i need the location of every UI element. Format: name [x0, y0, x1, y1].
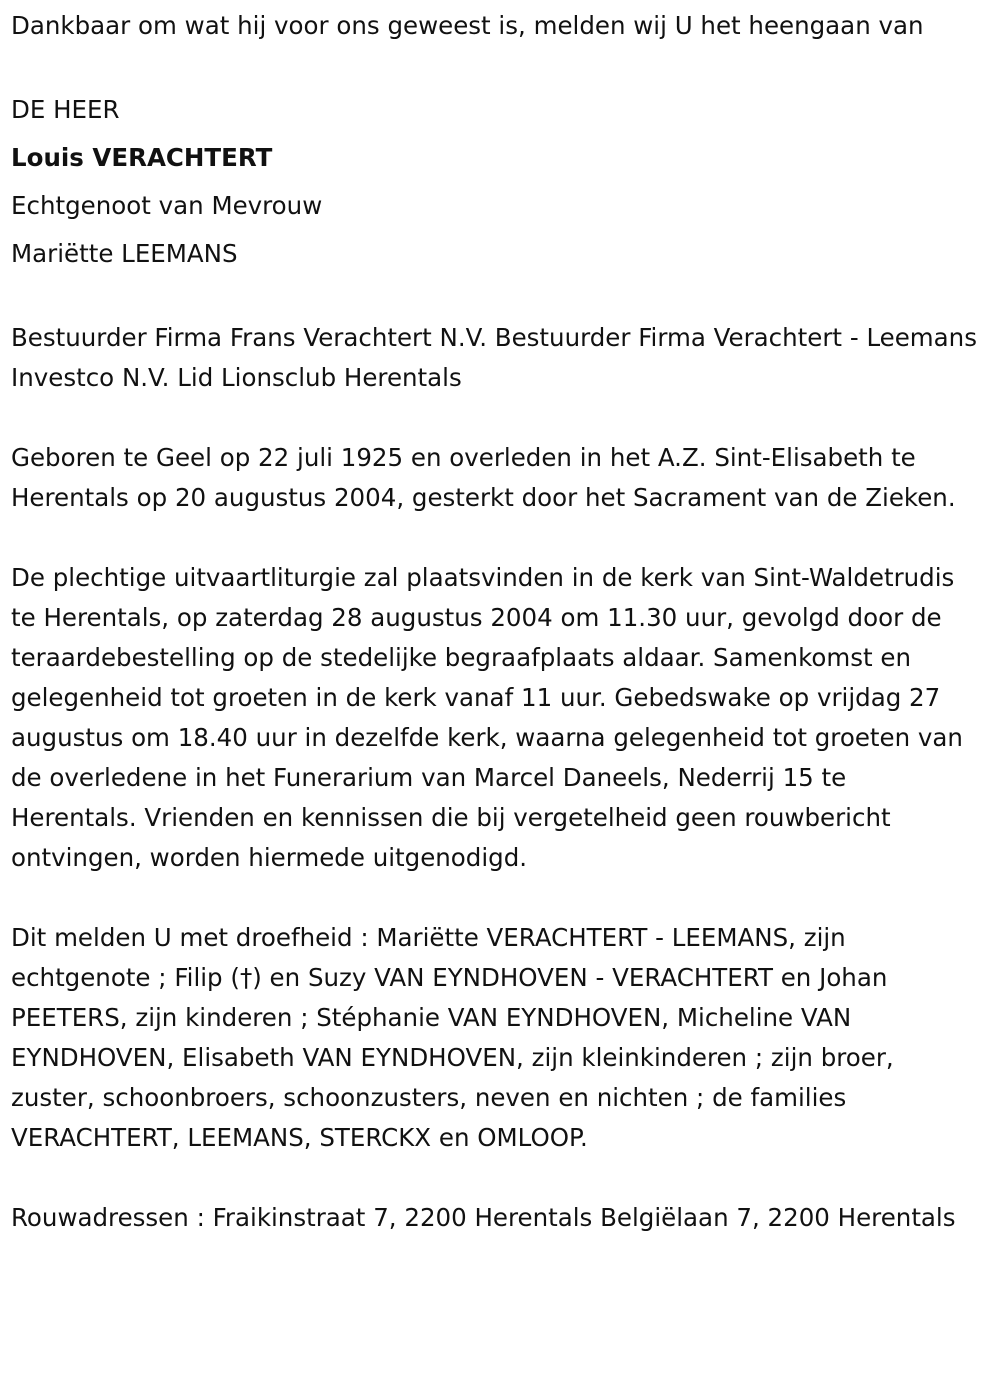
spouse-line-1: Echtgenoot van Mevrouw	[11, 191, 323, 220]
addresses-text: Rouwadressen : Fraikinstraat 7, 2200 Herentals Belgiëlaan 7, 2200 Herentals	[11, 1203, 956, 1232]
birth-death-text: Geboren te Geel op 22 juli 1925 en overleden in het A.Z. Sint-Elisabeth te Herentals op 20 augustus 2004, gesterkt door het Sacrament van de Zieken.	[11, 443, 956, 512]
spacer	[11, 398, 979, 438]
obituary-document	[11, 6, 979, 1238]
spacer	[11, 278, 979, 318]
spacer	[11, 46, 979, 86]
spouse-line-2: Mariëtte LEEMANS	[11, 239, 238, 268]
deceased-name: Louis VERACHTERT	[11, 143, 273, 172]
positions-text: Bestuurder Firma Frans Verachtert N.V. Bestuurder Firma Verachtert - Leemans Investco N.V. Lid Lionsclub Herentals	[11, 323, 977, 392]
funeral-text: De plechtige uitvaartliturgie zal plaatsvinden in de kerk van Sint-Waldetrudis te Herentals, op zaterdag 28 augustus 2004 om 11.30 uur, gevolgd door de teraardebestelling op de stedelijke begraafplaats aldaar. Samenkomst en gelegenheid tot groeten in de kerk vanaf 11 uur. Gebedswake op vrijdag 27 augustus om 18.40 uur in dezelfde kerk, waarna gelegenheid tot groeten van de overledene in het Funerarium van Marcel Daneels, Nederrij 15 te Herentals. Vrienden en kennissen die bij vergetelheid geen rouwbericht ontvingen, worden hiermede uitgenodigd.	[11, 563, 963, 872]
spacer	[11, 518, 979, 558]
spacer	[11, 1158, 979, 1198]
intro-text: Dankbaar om wat hij voor ons geweest is, melden wij U het heengaan van	[11, 11, 924, 40]
spacer	[11, 878, 979, 918]
family-text: Dit melden U met droefheid : Mariëtte VERACHTERT - LEEMANS, zijn echtgenote ; Filip (†) en Suzy VAN EYNDHOVEN - VERACHTERT en Johan PEETERS, zijn kinderen ; Stéphanie VAN EYNDHOVEN, Micheline VAN EYNDHOVEN, Elisabeth VAN EYNDHOVEN, zijn kleinkinderen ; zijn broer, zuster, schoonbroers, schoonzusters, neven en nichten ; de families VERACHTERT, LEEMANS, STERCKX en OMLOOP.	[11, 923, 894, 1152]
salutation: DE HEER	[11, 95, 120, 124]
